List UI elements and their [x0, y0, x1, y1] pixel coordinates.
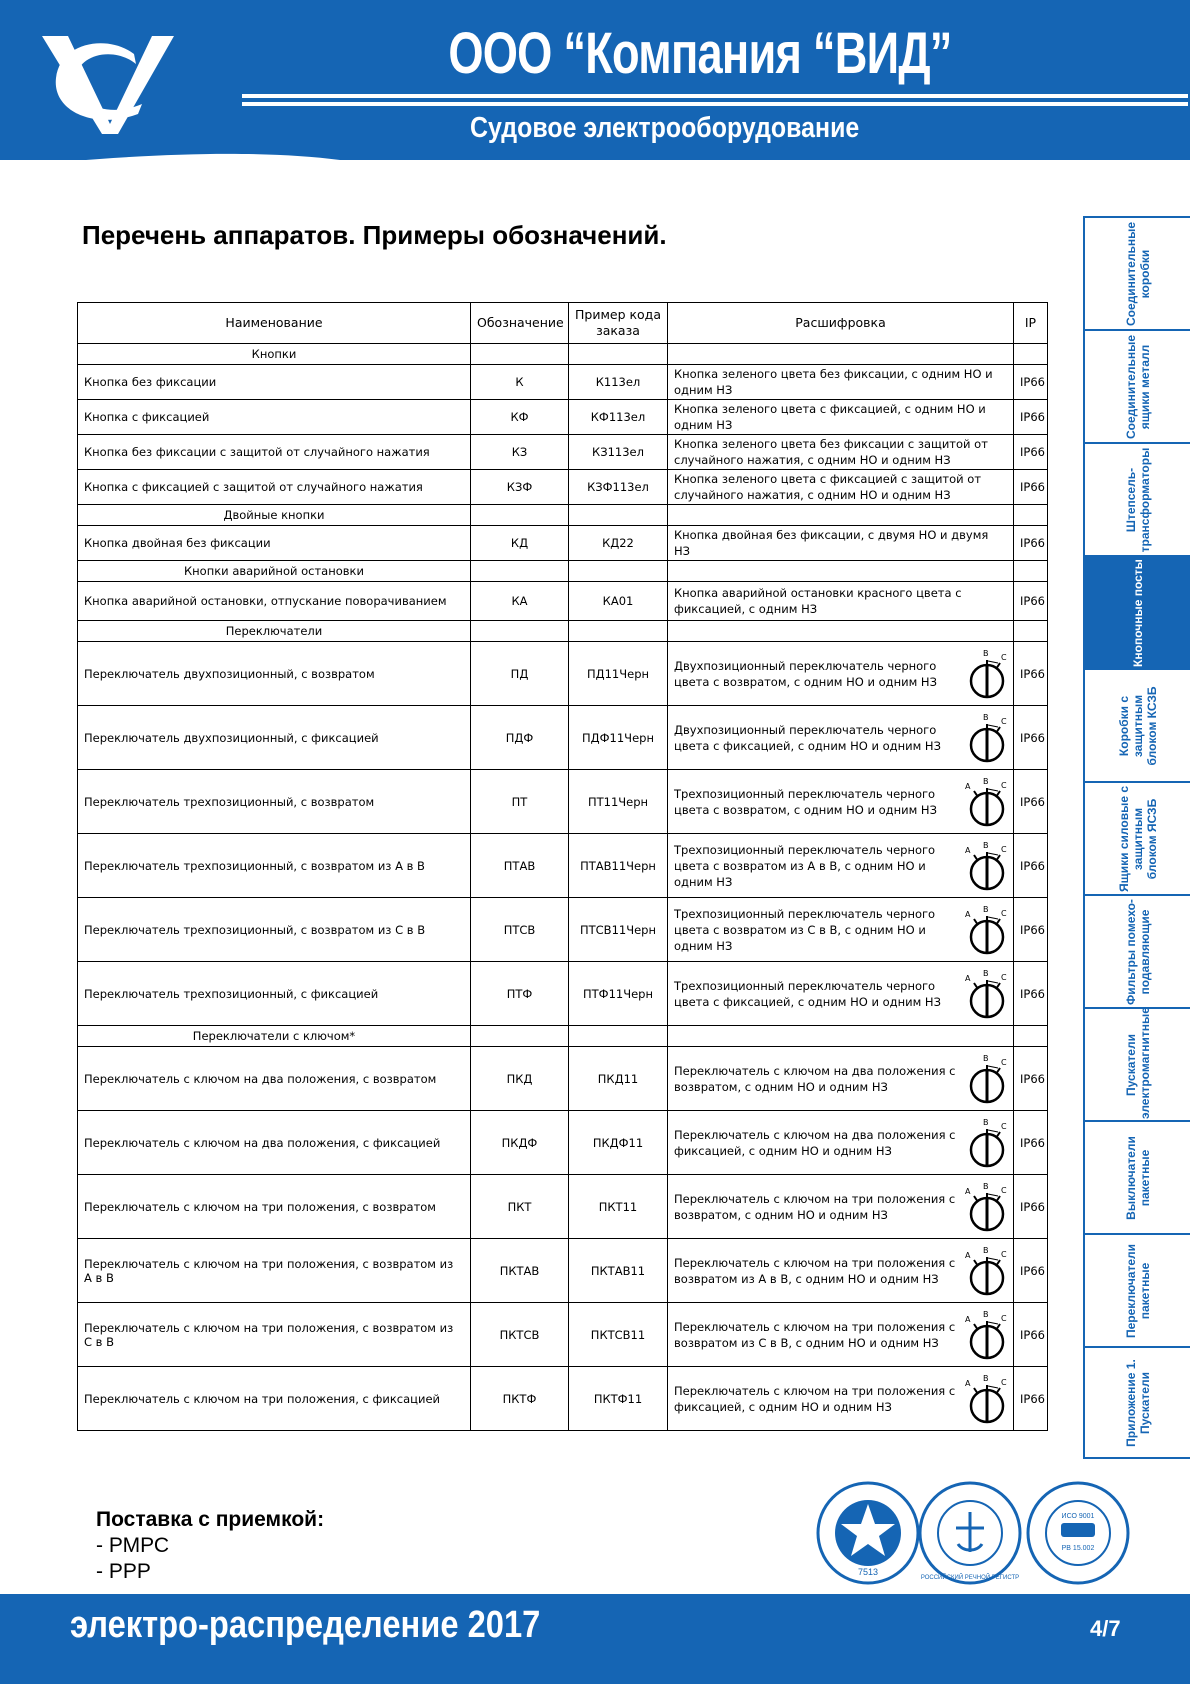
delivery-title: Поставка с приемкой:: [96, 1508, 325, 1531]
row-name: Переключатель двухпозиционный, с фиксацией: [78, 706, 471, 770]
row-description-text: Переключатель с ключом на два положения с фиксацией, с одним НО и одним НЗ: [674, 1127, 956, 1158]
svg-text:В: В: [983, 1309, 989, 1319]
delivery-item: - РРР: [96, 1560, 151, 1583]
switch-symbol-icon: [965, 903, 1009, 957]
row-ip: IP66: [1014, 435, 1048, 470]
table-header-row: [78, 303, 1048, 344]
header-order-code: Пример кода заказа: [569, 303, 668, 344]
svg-text:С: С: [1001, 1313, 1007, 1323]
row-name: Переключатель трехпозиционный, с возвратом из А в В: [78, 834, 471, 898]
tab-label: Кнопочные посты: [1130, 558, 1145, 667]
row-description: [668, 1111, 1014, 1175]
row-order: КФ113ел: [569, 400, 668, 435]
tab-packet-switches[interactable]: [1083, 1233, 1190, 1346]
row-description-text: Переключатель с ключом на три положения с возвратом из С в В, с одним НО и одним НЗ: [674, 1319, 956, 1350]
section-row: [78, 344, 1048, 365]
switch-symbol-icon: [965, 711, 1009, 765]
tab-kszb-boxes[interactable]: [1083, 668, 1190, 781]
svg-text:В: В: [983, 1117, 989, 1127]
row-description-text: Трехпозиционный переключатель черного цвета с фиксацией, с одним НО и одним НЗ: [674, 978, 941, 1009]
rrr-seal-icon: [920, 1483, 1020, 1583]
tab-label: Переключатели пакетные: [1123, 1243, 1152, 1338]
row-code: КЗФ: [471, 470, 569, 505]
svg-text:С: С: [1001, 972, 1007, 982]
row-ip: IP66: [1014, 1111, 1048, 1175]
section-title: Переключатели с ключом*: [78, 1026, 471, 1047]
row-order: ПКТАВ11: [569, 1239, 668, 1303]
row-ip: IP66: [1014, 642, 1048, 706]
table-row: [78, 435, 1048, 470]
table-row: [78, 642, 1048, 706]
row-ip: IP66: [1014, 526, 1048, 561]
seal-number: 7513: [857, 1567, 879, 1577]
row-name: Переключатель с ключом на два положения, с возвратом: [78, 1047, 471, 1111]
row-code: ПД: [471, 642, 569, 706]
table-row: [78, 706, 1048, 770]
row-order: КД22: [569, 526, 668, 561]
page-footer: [0, 1594, 1190, 1684]
header-subtitle: Судовое электрооборудование: [470, 112, 860, 144]
row-code: КА: [471, 582, 569, 621]
row-order: КЗФ113ел: [569, 470, 668, 505]
svg-text:С: С: [1001, 1249, 1007, 1259]
switch-symbol-icon: [965, 1308, 1009, 1362]
row-name: Переключатель трехпозиционный, с фиксацией: [78, 962, 471, 1026]
section-row: [78, 621, 1048, 642]
tab-connection-boxes[interactable]: [1083, 216, 1190, 329]
svg-text:С: С: [1001, 844, 1007, 854]
row-description-text: Трехпозиционный переключатель черного цвета с возвратом из С в В, с одним НО и одним НЗ: [674, 906, 936, 953]
svg-text:В: В: [983, 648, 989, 658]
row-code: ПКТАВ: [471, 1239, 569, 1303]
svg-text:А: А: [965, 1186, 971, 1196]
row-name: Переключатель с ключом на три положения, с возвратом из С в В: [78, 1303, 471, 1367]
table-row: [78, 1175, 1048, 1239]
svg-text:В: В: [983, 1181, 989, 1191]
header-description: Расшифровка: [668, 303, 1014, 344]
row-description: Кнопка зеленого цвета с фиксацией с защитой от случайного нажатия, с одним НО и одним НЗ: [668, 470, 1014, 505]
rmrs-seal-icon: [818, 1483, 918, 1583]
tab-label: Выключатели пакетные: [1123, 1135, 1152, 1220]
row-description: [668, 706, 1014, 770]
row-ip: IP66: [1014, 834, 1048, 898]
row-ip: IP66: [1014, 962, 1048, 1026]
switch-symbol-icon: [965, 1052, 1009, 1106]
header-divider: [242, 94, 1188, 108]
table-row: [78, 1367, 1048, 1431]
section-row: [78, 1026, 1048, 1047]
page-number: 4/7: [1090, 1616, 1121, 1641]
row-ip: IP66: [1014, 770, 1048, 834]
svg-text:В: В: [983, 840, 989, 850]
footer-title: электро-распределение 2017: [70, 1604, 541, 1646]
company-logo: [38, 26, 178, 136]
row-description: [668, 1303, 1014, 1367]
row-description: [668, 1047, 1014, 1111]
row-description-text: Трехпозиционный переключатель черного цвета с возвратом из А в В, с одним НО и одним НЗ: [674, 842, 936, 889]
svg-text:В: В: [983, 904, 989, 914]
table-row: [78, 526, 1048, 561]
table-row: [78, 834, 1048, 898]
row-ip: IP66: [1014, 470, 1048, 505]
row-name: Переключатель трехпозиционный, с возвратом из С в В: [78, 898, 471, 962]
row-description: Кнопка зеленого цвета без фиксации с защитой от случайного нажатия, с одним НО и одним НЗ: [668, 435, 1014, 470]
seal-rv: РВ 15.002: [1061, 1545, 1095, 1552]
row-description-text: Переключатель с ключом на три положения с фиксацией, с одним НО и одним НЗ: [674, 1383, 956, 1414]
tab-label: Соединительные коробки: [1123, 221, 1152, 326]
row-description-text: Переключатель с ключом на три положения с возвратом из А в В, с одним НО и одним НЗ: [674, 1255, 956, 1286]
row-description: [668, 1175, 1014, 1239]
tab-label: Соединительные ящики металл: [1123, 334, 1152, 439]
switch-symbol-icon: [965, 647, 1009, 701]
seal-text: РОССИЙСКИЙ РЕЧНОЙ РЕГИСТР: [920, 1575, 1020, 1581]
svg-text:В: В: [983, 712, 989, 722]
table-row: [78, 1111, 1048, 1175]
row-description: Кнопка зеленого цвета с фиксацией, с одним НО и одним НЗ: [668, 400, 1014, 435]
quality-seal-icon: [1028, 1483, 1128, 1583]
row-ip: IP66: [1014, 365, 1048, 400]
section-row: [78, 505, 1048, 526]
row-name: Кнопка аварийной остановки, отпускание поворачиванием: [78, 582, 471, 621]
row-code: КЗ: [471, 435, 569, 470]
svg-text:В: В: [983, 776, 989, 786]
row-name: Кнопка без фиксации: [78, 365, 471, 400]
table-row: [78, 1303, 1048, 1367]
row-description-text: Переключатель с ключом на два положения с возвратом, с одним НО и одним НЗ: [674, 1063, 956, 1094]
row-code: КД: [471, 526, 569, 561]
row-description-text: Двухпозиционный переключатель черного цвета с фиксацией, с одним НО и одним НЗ: [674, 722, 941, 753]
table-row: [78, 962, 1048, 1026]
tab-label: Коробки с защитным блоком КСЗБ: [1116, 686, 1159, 765]
row-name: Переключатель с ключом на три положения, с возвратом: [78, 1175, 471, 1239]
section-title: Кнопки: [78, 344, 471, 365]
svg-text:А: А: [965, 1250, 971, 1260]
row-description: Кнопка зеленого цвета без фиксации, с одним НО и одним НЗ: [668, 365, 1014, 400]
switch-symbol-icon: [965, 1116, 1009, 1170]
delivery-block: [96, 1507, 324, 1585]
row-order: КЗ113ел: [569, 435, 668, 470]
header-name: Наименование: [78, 303, 471, 344]
svg-text:С: С: [1001, 716, 1007, 726]
row-name: Переключатель с ключом на три положения, с возвратом из А в В: [78, 1239, 471, 1303]
tab-plug-transformers[interactable]: [1083, 442, 1190, 555]
tab-filters[interactable]: [1083, 894, 1190, 1007]
row-order: ПКД11: [569, 1047, 668, 1111]
row-code: ПДФ: [471, 706, 569, 770]
devices-table: [77, 302, 1048, 1431]
table-row: [78, 400, 1048, 435]
svg-text:А: А: [965, 845, 971, 855]
svg-text:А: А: [965, 781, 971, 791]
row-description: [668, 834, 1014, 898]
switch-symbol-icon: [965, 1180, 1009, 1234]
row-code: ПКТСВ: [471, 1303, 569, 1367]
row-name: Переключатель с ключом на два положения, с фиксацией: [78, 1111, 471, 1175]
row-ip: IP66: [1014, 1239, 1048, 1303]
section-title: Кнопки аварийной остановки: [78, 561, 471, 582]
section-row: [78, 561, 1048, 582]
row-description: [668, 1239, 1014, 1303]
table-row: [78, 365, 1048, 400]
row-description: [668, 770, 1014, 834]
row-description: [668, 898, 1014, 962]
seal-iso: ИСО 9001: [1061, 1513, 1095, 1520]
row-ip: IP66: [1014, 1303, 1048, 1367]
row-ip: IP66: [1014, 898, 1048, 962]
row-order: ПТ11Черн: [569, 770, 668, 834]
switch-symbol-icon: [965, 775, 1009, 829]
page-header: [0, 0, 1190, 180]
section-title: Переключатели: [78, 621, 471, 642]
row-code: ПКТ: [471, 1175, 569, 1239]
svg-text:А: А: [965, 1314, 971, 1324]
tab-label: Ящики силовые с защитным блоком ЯСЗБ: [1116, 785, 1159, 892]
svg-text:С: С: [1001, 780, 1007, 790]
svg-text:С: С: [1001, 1121, 1007, 1131]
row-description-text: Двухпозиционный переключатель черного цвета с возвратом, с одним НО и одним НЗ: [674, 658, 937, 689]
row-code: КФ: [471, 400, 569, 435]
company-name: ООО “Компания “ВИД”: [448, 21, 952, 86]
row-code: К: [471, 365, 569, 400]
switch-symbol-icon: [965, 1244, 1009, 1298]
svg-text:С: С: [1001, 1377, 1007, 1387]
tab-yaszb-boxes[interactable]: [1083, 781, 1190, 894]
row-order: ПД11Черн: [569, 642, 668, 706]
switch-symbol-icon: [965, 839, 1009, 893]
row-order: ПКТ11: [569, 1175, 668, 1239]
row-description: Кнопка аварийной остановки красного цвета с фиксацией, с одним НЗ: [668, 582, 1014, 621]
row-code: ПКДФ: [471, 1111, 569, 1175]
table-row: [78, 470, 1048, 505]
tab-label: Фильтры помехо-подавляющие: [1123, 898, 1152, 1005]
svg-text:В: В: [983, 968, 989, 978]
svg-text:А: А: [965, 909, 971, 919]
row-description: [668, 642, 1014, 706]
tab-label: Штепсель-трансформаторы: [1123, 447, 1152, 552]
tab-push-button-stations[interactable]: [1083, 555, 1190, 668]
tab-packet-breakers[interactable]: [1083, 1120, 1190, 1233]
row-description: [668, 1367, 1014, 1431]
section-tabs: [1083, 216, 1190, 1459]
table-row: [78, 898, 1048, 962]
section-title: Двойные кнопки: [78, 505, 471, 526]
header-ip: IP: [1014, 303, 1048, 344]
row-ip: IP66: [1014, 582, 1048, 621]
row-name: Кнопка с фиксацией: [78, 400, 471, 435]
row-order: К113ел: [569, 365, 668, 400]
row-order: ПТФ11Черн: [569, 962, 668, 1026]
row-ip: IP66: [1014, 1047, 1048, 1111]
svg-text:В: В: [983, 1245, 989, 1255]
switch-symbol-icon: [965, 1372, 1009, 1426]
row-name: Кнопка двойная без фиксации: [78, 526, 471, 561]
row-code: ПКД: [471, 1047, 569, 1111]
row-ip: IP66: [1014, 1367, 1048, 1431]
svg-text:С: С: [1001, 1185, 1007, 1195]
table-row: [78, 770, 1048, 834]
tab-appendix-starters[interactable]: [1083, 1346, 1190, 1459]
row-code: ПТ: [471, 770, 569, 834]
switch-symbol-icon: [965, 967, 1009, 1021]
svg-text:А: А: [965, 1378, 971, 1388]
row-order: ПКДФ11: [569, 1111, 668, 1175]
row-ip: IP66: [1014, 1175, 1048, 1239]
row-order: ПТАВ11Черн: [569, 834, 668, 898]
row-order: ПТСВ11Черн: [569, 898, 668, 962]
tab-metal-boxes[interactable]: [1083, 329, 1190, 442]
row-name: Переключатель с ключом на три положения, с фиксацией: [78, 1367, 471, 1431]
row-code: ПТАВ: [471, 834, 569, 898]
certification-seals: [815, 1478, 1135, 1588]
row-order: ПКТФ11: [569, 1367, 668, 1431]
row-ip: IP66: [1014, 400, 1048, 435]
table-row: [78, 1047, 1048, 1111]
svg-text:А: А: [965, 973, 971, 983]
row-description: [668, 962, 1014, 1026]
row-name: Кнопка с фиксацией с защитой от случайного нажатия: [78, 470, 471, 505]
tab-starters[interactable]: [1083, 1007, 1190, 1120]
row-description-text: Трехпозиционный переключатель черного цвета с возвратом, с одним НО и одним НЗ: [674, 786, 937, 817]
svg-text:В: В: [983, 1373, 989, 1383]
row-description-text: Переключатель с ключом на три положения с возвратом, с одним НО и одним НЗ: [674, 1191, 956, 1222]
svg-text:С: С: [1001, 1057, 1007, 1067]
row-order: ПКТСВ11: [569, 1303, 668, 1367]
row-ip: IP66: [1014, 706, 1048, 770]
table-row: [78, 1239, 1048, 1303]
row-order: ПДФ11Черн: [569, 706, 668, 770]
page-title: Перечень аппаратов. Примеры обозначений.: [82, 220, 667, 250]
row-name: Переключатель двухпозиционный, с возвратом: [78, 642, 471, 706]
svg-text:С: С: [1001, 908, 1007, 918]
row-description: Кнопка двойная без фиксации, с двумя НО и двумя НЗ: [668, 526, 1014, 561]
tab-label: Пускатели электромагнитные: [1123, 1006, 1152, 1119]
svg-text:С: С: [1001, 652, 1007, 662]
delivery-item: - РМРС: [96, 1534, 170, 1557]
svg-text:В: В: [983, 1053, 989, 1063]
row-name: Кнопка без фиксации с защитой от случайного нажатия: [78, 435, 471, 470]
row-order: КА01: [569, 582, 668, 621]
row-code: ПКТФ: [471, 1367, 569, 1431]
table-row: [78, 582, 1048, 621]
row-name: Переключатель трехпозиционный, с возвратом: [78, 770, 471, 834]
row-code: ПТФ: [471, 962, 569, 1026]
tab-label: Приложение 1. Пускатели: [1123, 1358, 1152, 1447]
row-code: ПТСВ: [471, 898, 569, 962]
header-code: Обозначение: [471, 303, 569, 344]
